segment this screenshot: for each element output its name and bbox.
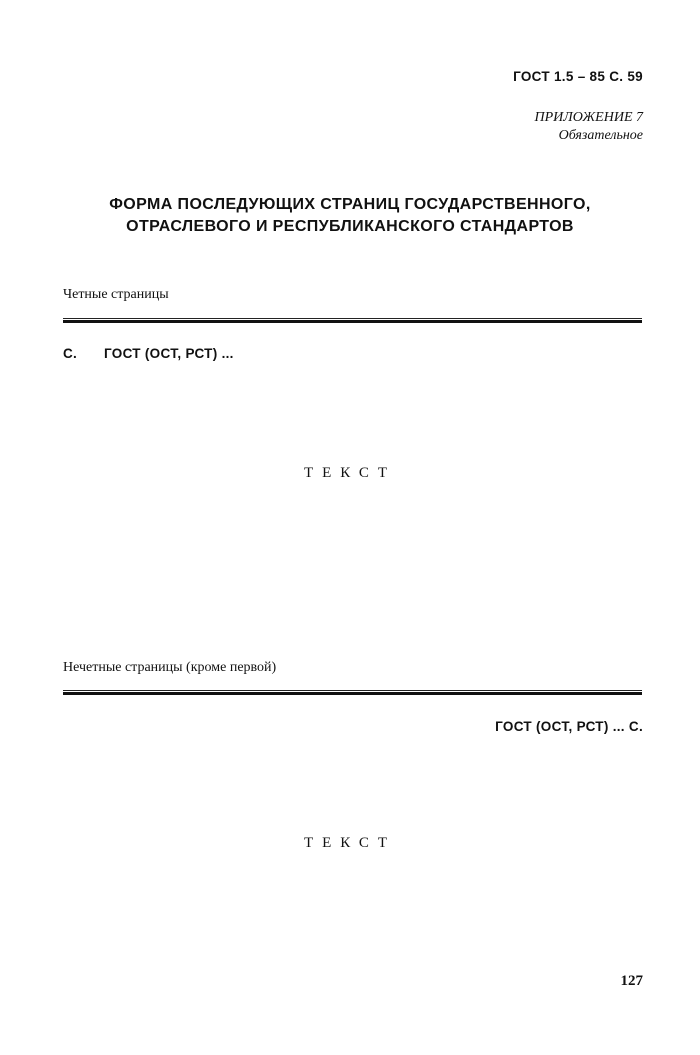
- page-title-line-2: ОТРАСЛЕВОГО И РЕСПУБЛИКАНСКОГО СТАНДАРТОВ: [126, 218, 574, 235]
- odd-text-placeholder: ТЕКСТ: [303, 835, 397, 851]
- even-text-placeholder: ТЕКСТ: [303, 465, 397, 481]
- even-pages-rule: [63, 318, 642, 323]
- even-page-marker: С.: [63, 346, 78, 361]
- odd-pages-label: Нечетные страницы (кроме первой): [63, 660, 277, 675]
- appendix-status: Обязательное: [558, 128, 643, 143]
- even-pages-label: Четные страницы: [63, 287, 169, 302]
- even-running-head: ГОСТ (ОСТ, РСТ) ...: [104, 346, 234, 361]
- standard-reference: ГОСТ 1.5 – 85 С. 59: [513, 69, 643, 84]
- appendix-label: ПРИЛОЖЕНИЕ 7: [534, 110, 643, 125]
- page-number: 127: [620, 973, 643, 989]
- odd-running-head: ГОСТ (ОСТ, РСТ) ... С.: [495, 719, 643, 734]
- page-title-line-1: ФОРМА ПОСЛЕДУЮЩИХ СТРАНИЦ ГОСУДАРСТВЕННОГО,: [109, 196, 591, 213]
- odd-pages-rule: [63, 690, 642, 695]
